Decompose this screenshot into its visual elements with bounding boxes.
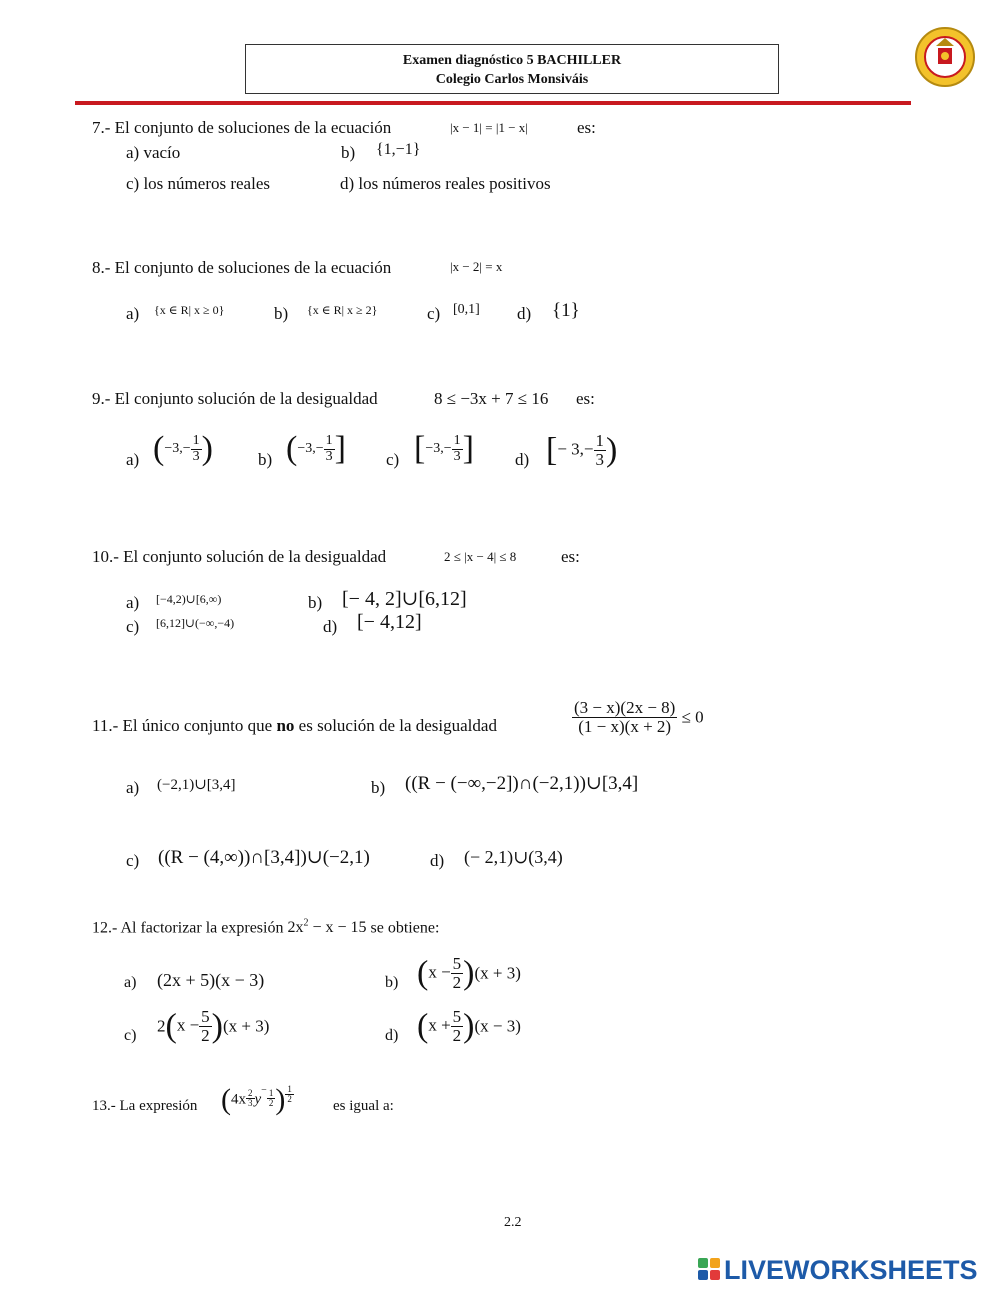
q12-option-c-label[interactable]: c) — [124, 1027, 137, 1044]
q11-option-b-label[interactable]: b) — [371, 778, 386, 797]
q13-expression: (4x $\frac{2}{3}$ y− $\frac{1}{2}$ ) $\frac{1}{2}$ — [221, 1083, 292, 1116]
q10-option-b[interactable]: [− 4, 2]∪[6,12] — [342, 588, 467, 610]
q8-option-d[interactable]: {1} — [552, 300, 580, 321]
q11-option-c[interactable]: ((R − (4,∞))∩[3,4])∪(−2,1) — [158, 847, 370, 868]
q12-option-d[interactable]: (x + $\frac{5}{2}$ )(x − 3) — [417, 1007, 521, 1045]
q11-option-a[interactable]: (−2,1)∪[3,4] — [157, 777, 236, 793]
exam-title: Examen diagnóstico 5 BACHILLER — [402, 53, 622, 68]
q9-tail: es: — [576, 389, 595, 408]
q10-option-d[interactable]: [− 4,12] — [357, 611, 422, 633]
q11-inequality: $\frac{(3 - x)(2x - 8)}{(1 - x)(x + 2)}$ ≤ 0 — [574, 698, 704, 736]
q9-option-a-label[interactable]: a) — [126, 450, 140, 469]
q7-equation: |x − 1| = |1 − x| — [450, 120, 528, 135]
header-box — [245, 44, 779, 94]
q11-option-d-label[interactable]: d) — [430, 851, 445, 870]
q10-stem: 10.- El conjunto solución de la desigualdad — [92, 547, 387, 566]
q12-option-a[interactable]: (2x + 5)(x − 3) — [157, 970, 265, 990]
q8-option-a[interactable]: {x ∈ R| x ≥ 0} — [154, 303, 225, 317]
q7-option-a[interactable]: a) vacío — [126, 143, 181, 162]
q12-option-b-label[interactable]: b) — [385, 974, 399, 991]
q7-tail: es: — [577, 118, 596, 137]
header-divider — [75, 101, 911, 105]
q12-option-c[interactable]: 2(x − $\frac{5}{2}$ )(x + 3) — [157, 1007, 270, 1045]
q10-option-b-label[interactable]: b) — [308, 593, 323, 612]
q9-option-c[interactable]: [−3,− $\frac{1}{3}$ ] — [414, 430, 474, 467]
q10-tail: es: — [561, 547, 580, 566]
q8-option-c-label[interactable]: c) — [427, 304, 441, 323]
q13-stem: 13.- La expresión — [92, 1098, 198, 1114]
q12-option-b[interactable]: (x − $\frac{5}{2}$ )(x + 3) — [417, 954, 521, 992]
q10-option-c-label[interactable]: c) — [126, 617, 140, 636]
q12-stem: 12.- Al factorizar la expresión $2x^2 - x - 15$ se obtiene: — [92, 918, 440, 937]
q11-option-c-label[interactable]: c) — [126, 851, 140, 870]
q9-option-d[interactable]: [− 3,− $\frac{1}{3}$ ) — [546, 431, 618, 469]
q11-option-d[interactable]: (− 2,1)∪(3,4) — [464, 847, 563, 867]
q10-option-a-label[interactable]: a) — [126, 593, 140, 612]
q12-option-a-label[interactable]: a) — [124, 974, 137, 991]
q7-option-c[interactable]: c) los números reales — [126, 174, 270, 193]
q9-inequality: 8 ≤ −3x + 7 ≤ 16 — [434, 389, 549, 408]
school-crest-icon — [914, 26, 976, 88]
school-name: Colegio Carlos Monsiváis — [435, 72, 589, 87]
q7-option-b-label[interactable]: b) — [341, 143, 356, 162]
page-number: 2.2 — [504, 1215, 522, 1230]
q7-stem: 7.- El conjunto de soluciones de la ecuación — [92, 118, 392, 137]
q8-option-b-label[interactable]: b) — [274, 304, 289, 323]
q8-equation: |x − 2| = x — [450, 259, 503, 274]
q10-option-a[interactable]: [−4,2)∪[6,∞) — [156, 592, 222, 606]
liveworksheets-brand[interactable]: LIVEWORKSHEETS — [724, 1255, 978, 1285]
q8-option-d-label[interactable]: d) — [517, 304, 532, 323]
q11-stem: 11.- El único conjunto que no es solución de la desigualdad — [92, 716, 497, 735]
q9-option-c-label[interactable]: c) — [386, 450, 400, 469]
q7-option-b[interactable]: {1,−1} — [376, 141, 421, 158]
q8-option-a-label[interactable]: a) — [126, 304, 140, 323]
q12-option-d-label[interactable]: d) — [385, 1027, 399, 1044]
q9-stem: 9.- El conjunto solución de la desigualdad — [92, 389, 378, 408]
q10-option-c[interactable]: [6,12]∪(−∞,−4) — [156, 616, 235, 630]
q8-option-c[interactable]: [0,1] — [453, 302, 480, 317]
q9-option-a[interactable]: (−3,− $\frac{1}{3}$ ) — [153, 430, 213, 467]
q8-stem: 8.- El conjunto de soluciones de la ecuación — [92, 258, 392, 277]
q11-option-a-label[interactable]: a) — [126, 778, 140, 797]
q13-tail: es igual a: — [333, 1098, 394, 1114]
liveworksheets-logo-icon — [698, 1258, 720, 1282]
q9-option-b[interactable]: (−3,− $\frac{1}{3}$ ] — [286, 430, 346, 467]
q10-inequality: 2 ≤ |x − 4| ≤ 8 — [444, 549, 517, 564]
q9-option-d-label[interactable]: d) — [515, 450, 530, 469]
q9-option-b-label[interactable]: b) — [258, 450, 273, 469]
q8-option-b[interactable]: {x ∈ R| x ≥ 2} — [307, 303, 378, 317]
q10-option-d-label[interactable]: d) — [323, 617, 338, 636]
q11-option-b[interactable]: ((R − (−∞,−2])∩(−2,1))∪[3,4] — [405, 773, 639, 794]
q7-option-d[interactable]: d) los números reales positivos — [340, 174, 551, 193]
